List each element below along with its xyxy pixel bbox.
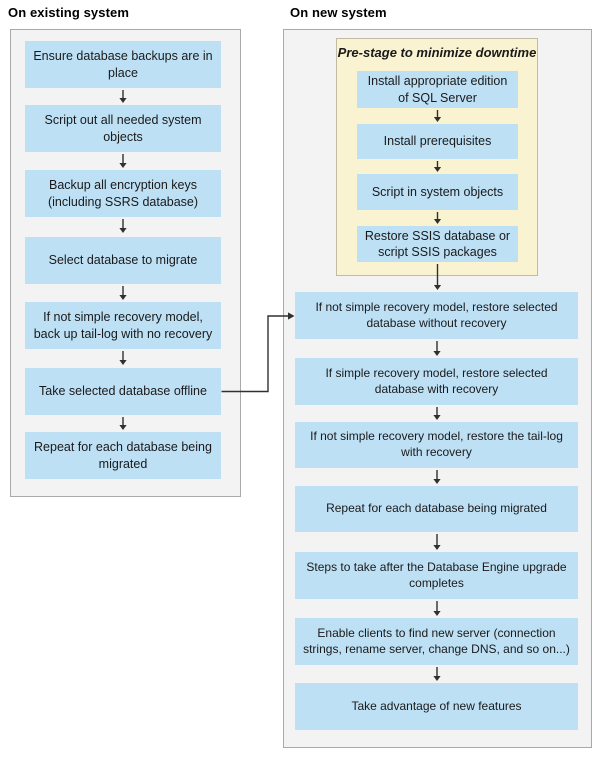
existing-step-3: Backup all encryption keys (including SSRS database): [25, 170, 221, 217]
existing-step-2: Script out all needed system objects: [25, 105, 221, 152]
existing-step-6: Take selected database offline: [25, 368, 221, 415]
prestage-step-1: Install appropriate edition of SQL Server: [357, 71, 518, 108]
existing-system-heading: On existing system: [8, 5, 130, 20]
new-system-heading: On new system: [290, 5, 387, 20]
new-step-5: Steps to take after the Database Engine upgrade completes: [295, 552, 578, 599]
existing-step-7: Repeat for each database being migrated: [25, 432, 221, 479]
existing-step-4: Select database to migrate: [25, 237, 221, 284]
prestage-step-4: Restore SSIS database or script SSIS packages: [357, 226, 518, 262]
new-step-3: If not simple recovery model, restore the tail-log with recovery: [295, 422, 578, 468]
prestage-step-2: Install prerequisites: [357, 124, 518, 159]
new-step-2: If simple recovery model, restore selected database with recovery: [295, 358, 578, 405]
prestage-step-3: Script in system objects: [357, 174, 518, 210]
existing-step-5: If not simple recovery model, back up tail-log with no recovery: [25, 302, 221, 349]
new-step-1: If not simple recovery model, restore selected database without recovery: [295, 292, 578, 339]
prestage-title: Pre-stage to minimize downtime: [337, 45, 537, 60]
new-step-4: Repeat for each database being migrated: [295, 486, 578, 532]
new-step-7: Take advantage of new features: [295, 683, 578, 730]
new-step-6: Enable clients to find new server (connection strings, rename server, change DNS, and so on...): [295, 618, 578, 665]
existing-step-1: Ensure database backups are in place: [25, 41, 221, 88]
